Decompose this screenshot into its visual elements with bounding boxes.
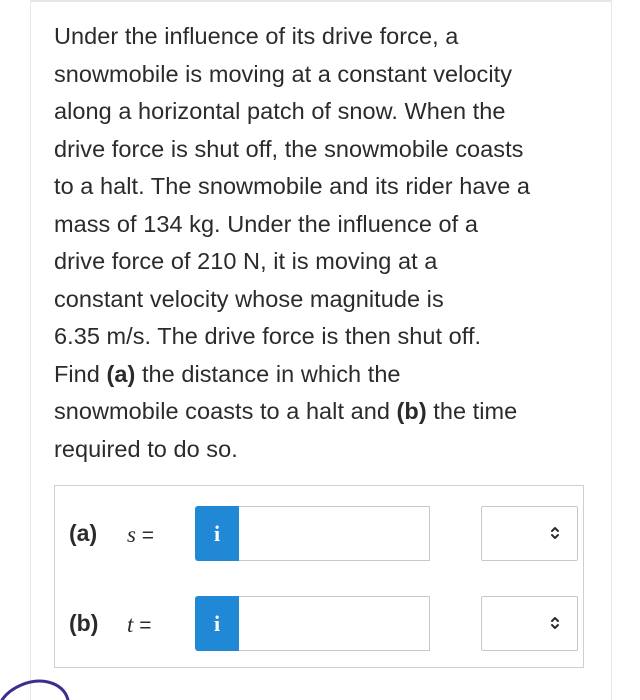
question-line: Under the influence of its drive force, a bbox=[54, 23, 459, 49]
chevron-up-down-icon bbox=[545, 523, 565, 543]
question-text-fragment: the time bbox=[426, 398, 518, 424]
question-line bbox=[54, 393, 594, 431]
info-icon[interactable]: i bbox=[195, 506, 239, 561]
question-line: snowmobile is moving at a constant velocity bbox=[54, 60, 513, 87]
chevron-up-down-icon bbox=[545, 613, 565, 633]
part-a-reference: (a) bbox=[106, 360, 136, 387]
variable-s: s bbox=[127, 522, 136, 547]
answer-a-unit-select[interactable] bbox=[481, 506, 578, 561]
question-line: drive force of 210 N, it is moving at a bbox=[54, 248, 438, 274]
answer-a-value-input[interactable] bbox=[239, 506, 430, 561]
info-icon[interactable]: i bbox=[195, 596, 239, 651]
part-b-label: (b) bbox=[69, 610, 99, 636]
variable-t-label bbox=[127, 612, 152, 638]
question-text bbox=[54, 18, 594, 468]
right-frame-border bbox=[611, 0, 612, 700]
question-line: mass of 134 kg. Under the influence of a bbox=[54, 210, 478, 237]
question-line: drive force is shut off, the snowmobile coasts bbox=[54, 135, 524, 162]
answer-box bbox=[54, 485, 584, 668]
question-text-fragment: snowmobile coasts to a halt and bbox=[54, 398, 397, 424]
part-a-label: (a) bbox=[69, 520, 98, 546]
top-frame-border bbox=[30, 0, 612, 2]
part-b-reference: (b) bbox=[396, 398, 427, 424]
question-line: 6.35 m/s. The drive force is then shut off. bbox=[54, 323, 482, 349]
question-line: to a halt. The snowmobile and its rider have a bbox=[54, 173, 531, 199]
question-line: along a horizontal patch of snow. When the bbox=[54, 98, 506, 124]
answer-row-a bbox=[55, 506, 583, 562]
variable-t: t bbox=[127, 612, 134, 637]
answer-b-value-input[interactable] bbox=[239, 596, 430, 651]
answer-row-b bbox=[55, 596, 583, 652]
question-text-fragment: Find bbox=[54, 360, 107, 387]
equals-sign: = bbox=[141, 524, 155, 547]
question-line: required to do so. bbox=[54, 435, 238, 462]
left-frame-border bbox=[0, 0, 31, 700]
answer-b-unit-select[interactable] bbox=[481, 596, 578, 651]
question-line: constant velocity whose magnitude is bbox=[54, 285, 444, 312]
variable-s-label bbox=[127, 522, 154, 548]
pen-scribble bbox=[0, 660, 90, 700]
question-line bbox=[54, 356, 594, 394]
question-text-fragment: the distance in which the bbox=[135, 360, 401, 387]
equals-sign: = bbox=[139, 614, 152, 637]
